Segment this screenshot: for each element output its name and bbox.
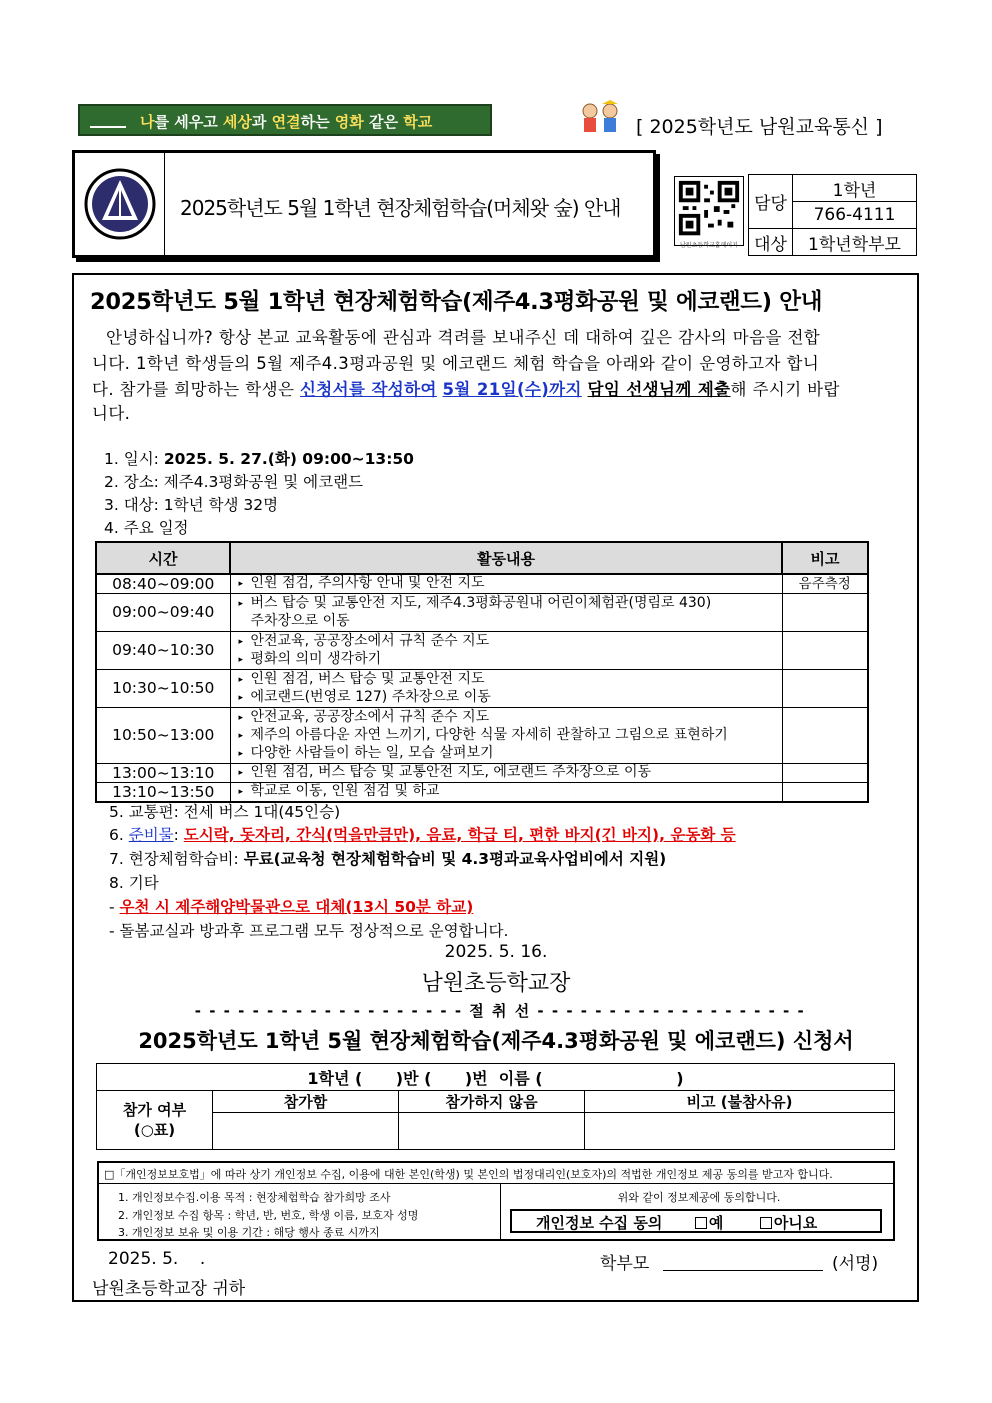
notice-title: 2025학년도 5월 1학년 현장체험학습(제주4.3평화공원 및 에코랜드) 안내: [90, 289, 823, 315]
schedule-activity: [230, 594, 782, 632]
item-etc: 8. 기타: [109, 874, 159, 892]
item-target: 3. 대상: 1학년 학생 32명: [104, 496, 279, 514]
privacy-divider: [97, 1183, 895, 1184]
info-label: 대상: [749, 229, 793, 256]
schedule-row: [96, 574, 868, 594]
bullet-icon: ▸: [238, 748, 244, 759]
form-title: 2025학년도 1학년 5월 현장체험학습(제주4.3평화공원 및 에코랜드) 신청서: [138, 1029, 854, 1053]
item-colon: :: [173, 826, 184, 844]
activity-line: [239, 709, 782, 727]
newsletter-label: [ 2025학년도 남원교육통신 ]: [636, 116, 883, 138]
info-value: 1학년: [793, 175, 917, 202]
agree-caption: 위와 같이 정보제공에 동의합니다.: [617, 1191, 781, 1204]
motto-part: 하는: [300, 113, 335, 131]
bullet-icon: ▸: [238, 674, 244, 685]
header-divider: [164, 150, 165, 258]
item-label: 준비물: [128, 826, 174, 844]
privacy-items: 2. 개인정보 수집 항목 : 학년, 반, 번호, 학생 이름, 보호자 성명: [118, 1209, 419, 1222]
motto-part: 를 세우고: [154, 113, 223, 131]
consent-box: [510, 1209, 882, 1233]
application-table: [96, 1063, 895, 1150]
notice-date: 2025. 5. 16.: [444, 942, 548, 962]
item-schedule-heading: 4. 주요 일정: [104, 519, 189, 537]
dash-prefix: -: [109, 898, 120, 916]
item-date: [104, 447, 414, 469]
activity-text: 버스 탑승 및 교통안전 지도, 제주4.3평화공원내 어린이체험관(명림로 430): [250, 594, 712, 611]
item-label: 1. 일시:: [104, 450, 164, 468]
col-header-activity: 활동내용: [230, 542, 782, 574]
schedule-time: 08:40~09:00: [96, 574, 230, 594]
activity-text: 인원 점검, 버스 탑승 및 교통안전 지도, 에코랜드 주차장으로 이동: [250, 764, 652, 780]
intro-line: 니다. 1학년 학생들의 5월 제주4.3평과공원 및 에코랜드 체험 학습을 아래와 같이 운영하고자 합니: [92, 354, 820, 373]
col-header-time: 시간: [96, 542, 230, 574]
not-participate-cell[interactable]: [399, 1113, 585, 1150]
motto-part: 나: [140, 113, 155, 131]
consent-label: 개인정보 수집 동의: [536, 1214, 663, 1232]
schedule-row: [96, 764, 868, 783]
motto-part: 같은: [363, 113, 404, 131]
schedule-note: [782, 670, 868, 708]
schedule-time: 09:00~09:40: [96, 594, 230, 632]
item-number: 6.: [109, 826, 129, 844]
motto-part: 영화: [334, 113, 364, 131]
activity-text: 주차장으로 이동: [250, 612, 350, 629]
col-not-participate: 참가하지 않음: [399, 1091, 585, 1113]
activity-line: [239, 745, 782, 763]
schedule-note: [782, 594, 868, 632]
form-date: 2025. 5. .: [108, 1249, 206, 1269]
info-label: 담당: [749, 175, 793, 229]
schedule-row: [96, 594, 868, 632]
schedule-row: [96, 632, 868, 670]
notice-signer: 남원초등학교장: [421, 971, 571, 996]
activity-line: [239, 783, 782, 801]
schedule-note: [782, 708, 868, 764]
activity-line: [239, 689, 782, 707]
participate-label: [97, 1091, 213, 1150]
bullet-icon: ▸: [238, 730, 244, 741]
schedule-time: 13:00~13:10: [96, 764, 230, 783]
item-label: 7. 현장체험학습비:: [109, 850, 244, 868]
participate-label-line: 참가 여부: [122, 1101, 187, 1119]
header-title: 2025학년도 5월 1학년 현장체험학습(머체왓 숲) 안내: [180, 196, 621, 220]
qr-caption: 남원초등학교홈페이지: [680, 242, 738, 249]
activity-line: [239, 651, 782, 669]
info-value: 1학년학부모: [793, 229, 917, 256]
schedule-activity: [230, 574, 782, 594]
consent-no-label: 아니요: [773, 1214, 818, 1232]
intro-line: 안녕하십니까? 항상 본교 교육활동에 관심과 격려를 보내주신 데 대하여 깊은 감사의 마음을 전합: [106, 328, 821, 347]
activity-line: [239, 727, 782, 745]
item-value: 무료(교육청 현장체험학습비 및 4.3평과교육사업비에서 지원): [243, 850, 667, 868]
consent-yes-checkbox[interactable]: [695, 1217, 707, 1229]
schedule-time: 09:40~10:30: [96, 632, 230, 670]
intro-line: 니다.: [92, 404, 131, 423]
consent-yes-label: 예: [708, 1214, 724, 1232]
privacy-period: 3. 개인정보 보유 및 이용 기간 : 해당 행사 종료 시까지: [118, 1226, 380, 1239]
activity-text: 평화의 의미 생각하기: [250, 650, 382, 667]
schedule-note: 음주측정: [782, 574, 868, 594]
bullet-icon: ▸: [238, 692, 244, 703]
intro-line: [92, 376, 840, 400]
item-supplies: [109, 823, 736, 845]
supplies-list: 도시락, 돗자리, 간식(먹을만큼만), 음료, 학급 티, 편한 바지(긴 바지), 운동화 등: [183, 826, 736, 844]
contact-info-table: [748, 174, 917, 256]
motto-part: 세상: [222, 113, 252, 131]
intro-emphasis: 담임 선생님께 제출: [587, 380, 731, 399]
item-transport: 5. 교통편: 전세 버스 1대(45인승): [109, 803, 341, 821]
bullet-icon: ▸: [238, 579, 244, 589]
bullet-icon: ▸: [238, 712, 244, 723]
rain-plan: 우천 시 제주해양박물관으로 대체(13시 50분 하교): [119, 898, 474, 916]
reason-cell[interactable]: [585, 1113, 895, 1150]
activity-line: [239, 595, 782, 613]
school-emblem-icon: [84, 168, 156, 240]
schedule-activity: [230, 764, 782, 783]
motto-part: 과: [251, 113, 272, 131]
parent-label: 학부모: [600, 1254, 650, 1274]
activity-text: 인원 점검, 주의사항 안내 및 안전 지도: [250, 575, 485, 591]
schedule-note: [782, 764, 868, 783]
schedule-row: [96, 708, 868, 764]
schedule-time: 10:30~10:50: [96, 670, 230, 708]
activity-line: [239, 613, 782, 631]
activity-text: 인원 점검, 버스 탑승 및 교통안전 지도: [250, 670, 485, 687]
item-cost: [109, 847, 666, 869]
activity-text: 안전교육, 공공장소에서 규칙 준수 지도: [250, 708, 490, 725]
schedule-time: 13:10~13:50: [96, 783, 230, 803]
col-reason: 비고 (불참사유): [585, 1091, 895, 1113]
intro-emphasis: 신청서를 작성하여: [299, 380, 437, 399]
school-motto-banner: [78, 104, 492, 136]
schedule-row: [96, 670, 868, 708]
motto-part: 학교: [403, 113, 433, 131]
privacy-notice: □「개인정보보호법」에 따라 상기 개인정보 수집, 이용에 대한 본인(학생) 및 본인의 법정대리인(보호자)의 적법한 개인정보 제공 동의를 받고자 합니다.: [104, 1168, 833, 1181]
privacy-purpose: 1. 개인정보수집.이용 목적 : 현장체험학습 참가희망 조사: [118, 1191, 391, 1204]
bullet-icon: ▸: [238, 787, 244, 797]
item-place: 2. 장소: 제주4.3평화공원 및 에코랜드: [104, 473, 364, 491]
student-info-row[interactable]: 1학년 ( )반 ( )번 이름 ( ): [97, 1064, 895, 1091]
schedule-activity: [230, 632, 782, 670]
intro-text: 해 주시기 바랍: [730, 380, 840, 399]
item-value: 2025. 5. 27.(화) 09:00~13:50: [163, 450, 414, 468]
info-value: 766-4111: [793, 202, 917, 229]
col-participate: 참가함: [213, 1091, 399, 1113]
participate-cell[interactable]: [213, 1113, 399, 1150]
etc-care: - 돌봄교실과 방과후 프로그램 모두 정상적으로 운영합니다.: [109, 922, 509, 940]
motto-part: 연결: [271, 113, 301, 131]
activity-text: 다양한 사람들이 하는 일, 모습 살펴보기: [250, 744, 494, 761]
banner-dash: [90, 126, 126, 128]
col-header-note: 비고: [782, 542, 868, 574]
etc-rain: [109, 895, 473, 917]
signature-line[interactable]: [663, 1270, 823, 1271]
activity-line: [239, 633, 782, 651]
schedule-note: [782, 632, 868, 670]
cut-line: - - - - - - - - - - - - - - - - - - - 절 취 선 - - - - - - - - - - - - - - - - - - -: [194, 1002, 806, 1020]
schedule-note: [782, 783, 868, 803]
activity-text: 안전교육, 공공장소에서 규칙 준수 지도: [250, 632, 490, 649]
activity-text: 학교로 이동, 인원 점검 및 하교: [250, 783, 440, 799]
qr-code-icon[interactable]: [674, 176, 744, 246]
bullet-icon: ▸: [238, 654, 244, 665]
consent-no-checkbox[interactable]: [760, 1217, 772, 1229]
recipient: 남원초등학교장 귀하: [92, 1279, 246, 1299]
schedule-activity: [230, 670, 782, 708]
bullet-icon: ▸: [238, 636, 244, 647]
activity-text: 제주의 아름다운 자연 느끼기, 다양한 식물 자세히 관찰하고 그림으로 표현하기: [250, 726, 728, 743]
schedule-table: [95, 541, 869, 803]
activity-line: [239, 764, 782, 782]
activity-line: [239, 575, 782, 593]
activity-text: 에코랜드(번영로 127) 주차장으로 이동: [250, 688, 491, 705]
schedule-time: 10:50~13:00: [96, 708, 230, 764]
participate-label-line: (○표): [133, 1121, 176, 1139]
intro-text: 다. 참가를 희망하는 학생은: [92, 380, 300, 399]
children-illustration-icon: [576, 100, 626, 140]
sign-label: (서명): [832, 1254, 879, 1274]
bullet-icon: ▸: [238, 768, 244, 778]
deadline-text: 5월 21일(수)까지: [442, 380, 582, 399]
activity-line: [239, 671, 782, 689]
schedule-activity: [230, 708, 782, 764]
bullet-icon: ▸: [238, 598, 244, 609]
